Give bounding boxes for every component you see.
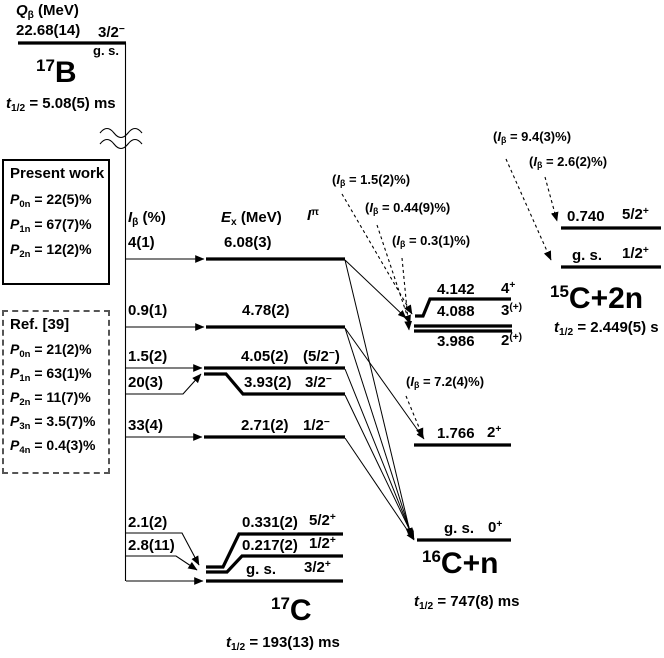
c17-ex-405: 4.05(2) <box>241 348 289 365</box>
ref39-title: Ref. [39] <box>10 316 70 333</box>
c15-spin-gs: 1/2+ <box>622 245 649 262</box>
header-ex: $E_x$ (MeV) <box>221 209 282 228</box>
qbeta-value: 22.68(14) <box>16 22 81 39</box>
c17-gs-label: g. s. <box>246 561 277 578</box>
n-arrow-478-to-c16-gs <box>345 328 412 537</box>
c17-ib-0331: 2.1(2) <box>128 514 168 531</box>
break-wave-top <box>100 129 142 138</box>
pointer-26-to-0740 <box>545 177 557 221</box>
c17-ex-271: 2.71(2) <box>241 417 289 434</box>
present-work-box <box>2 159 110 285</box>
c17-ex-478: 4.78(2) <box>242 302 290 319</box>
c16-spin-4142: 4+ <box>501 280 516 297</box>
c17-spin-0331: 5/2+ <box>309 512 336 529</box>
c15-spin-0740: 5/2+ <box>622 206 649 223</box>
c16-spin-3986: 2(+) <box>501 332 523 349</box>
pointer-03-to-3986 <box>402 258 409 330</box>
c16-spin-gs: 0+ <box>488 519 503 536</box>
n-arrow-608-to-c16-gs <box>345 260 411 536</box>
c17-ex-393: 3.93(2) <box>244 374 292 391</box>
p0n-ref: $P_{0n} = 21(2)\%$ <box>10 341 92 360</box>
feed-arrow-0217 <box>126 556 197 570</box>
c16-gs-label: g. s. <box>444 520 475 537</box>
n-arrow-271-to-c16-gs <box>345 438 414 540</box>
c16-halflife: $t_{1/2} = 747(8)$ ms <box>414 593 520 612</box>
c15-halflife: $t_{1/2} = 2.449(5)$ s <box>554 319 659 338</box>
c17-spin-gs: 3/2+ <box>304 559 331 576</box>
c17-ib-0217: 2.8(11) <box>128 537 175 554</box>
b17-nuclide: $^{17}$B <box>36 56 77 89</box>
beta-label-044: $(I_\beta = 0.44(9)\%)$ <box>365 200 451 217</box>
c16-e-3986: 3.986 <box>437 333 475 350</box>
c17-ex-0331: 0.331(2) <box>242 514 298 531</box>
c17-ib-271: 33(4) <box>128 417 164 434</box>
ref39-box <box>2 310 110 474</box>
c17-nuclide: $^{17}$C <box>271 594 312 627</box>
c17-spin-271: 1/2− <box>303 417 330 434</box>
pointer-94-to-c15-gs <box>506 159 551 260</box>
c17-spin-405: (5/2−) <box>303 348 340 365</box>
p1n-present: $P_{1n} = 67(7)\%$ <box>10 216 92 235</box>
c16-e-4142: 4.142 <box>437 281 475 298</box>
c17-halflife: $t_{1/2} = 193(13)$ ms <box>226 634 340 653</box>
beta-label-1p5: $(I_\beta = 1.5(2)\%)$ <box>332 172 411 189</box>
p2n-present: $P_{2n} = 12(2)\%$ <box>10 241 92 260</box>
c17-ib-405: 1.5(2) <box>128 348 168 365</box>
beta-label-26: $(I_\beta = 2.6(2)\%)$ <box>529 154 608 171</box>
p4n-ref: $P_{4n} = 0.4(3)\%$ <box>10 437 96 456</box>
c17-ex-608: 6.08(3) <box>224 234 272 251</box>
c17-ib-608: 4(1) <box>128 234 155 251</box>
c15-gs-label: g. s. <box>572 247 603 264</box>
c16-spin-1766: 2+ <box>487 424 502 441</box>
b17-gs-label: g. s. <box>93 43 120 58</box>
c15-e-0740: 0.740 <box>567 208 605 225</box>
header-ibeta: $I_\beta$ (%) <box>128 209 166 228</box>
c17-ib-393: 20(3) <box>128 374 164 391</box>
b17-spin-parity: 3/2− <box>98 24 125 41</box>
neutron-decay-arrows <box>345 260 424 540</box>
c15-nuclide: $^{15}$C+2n <box>550 282 644 315</box>
c16-e-4088: 4.088 <box>437 303 475 320</box>
c16-nuclide: $^{16}$C+n <box>422 547 499 580</box>
p2n-ref: $P_{2n} = 11(7)\%$ <box>10 389 91 408</box>
header-ipi: $I^\pi$ <box>307 207 319 224</box>
p0n-present: $P_{0n} = 22(5)\%$ <box>10 191 92 210</box>
c17-ib-478: 0.9(1) <box>128 302 168 319</box>
p1n-ref: $P_{1n} = 63(1)\%$ <box>10 365 92 384</box>
qbeta-header: $Q_\beta$ (MeV) <box>16 2 79 21</box>
c16-e-1766: 1.766 <box>437 425 475 442</box>
break-wave-bottom <box>100 140 142 149</box>
beta-label-72: $(I_\beta = 7.2(4)\%)$ <box>406 374 485 391</box>
c17-ex-0217: 0.217(2) <box>242 537 298 554</box>
c17-spin-0217: 1/2+ <box>309 535 336 552</box>
beta-label-94: $(I_\beta = 9.4(3)\%)$ <box>493 129 572 146</box>
b17-halflife: $t_{1/2} = 5.08(5)$ ms <box>6 95 116 114</box>
c16-spin-4088: 3(+) <box>501 302 523 319</box>
present-work-title: Present work <box>10 165 105 182</box>
n-arrow-393-to-c16-gs <box>345 395 414 539</box>
beta-label-03: $(I_\beta = 0.3(1)\%)$ <box>392 233 471 250</box>
p3n-ref: $P_{3n} = 3.5(7)\%$ <box>10 413 96 432</box>
c17-spin-393: 3/2− <box>305 374 332 391</box>
